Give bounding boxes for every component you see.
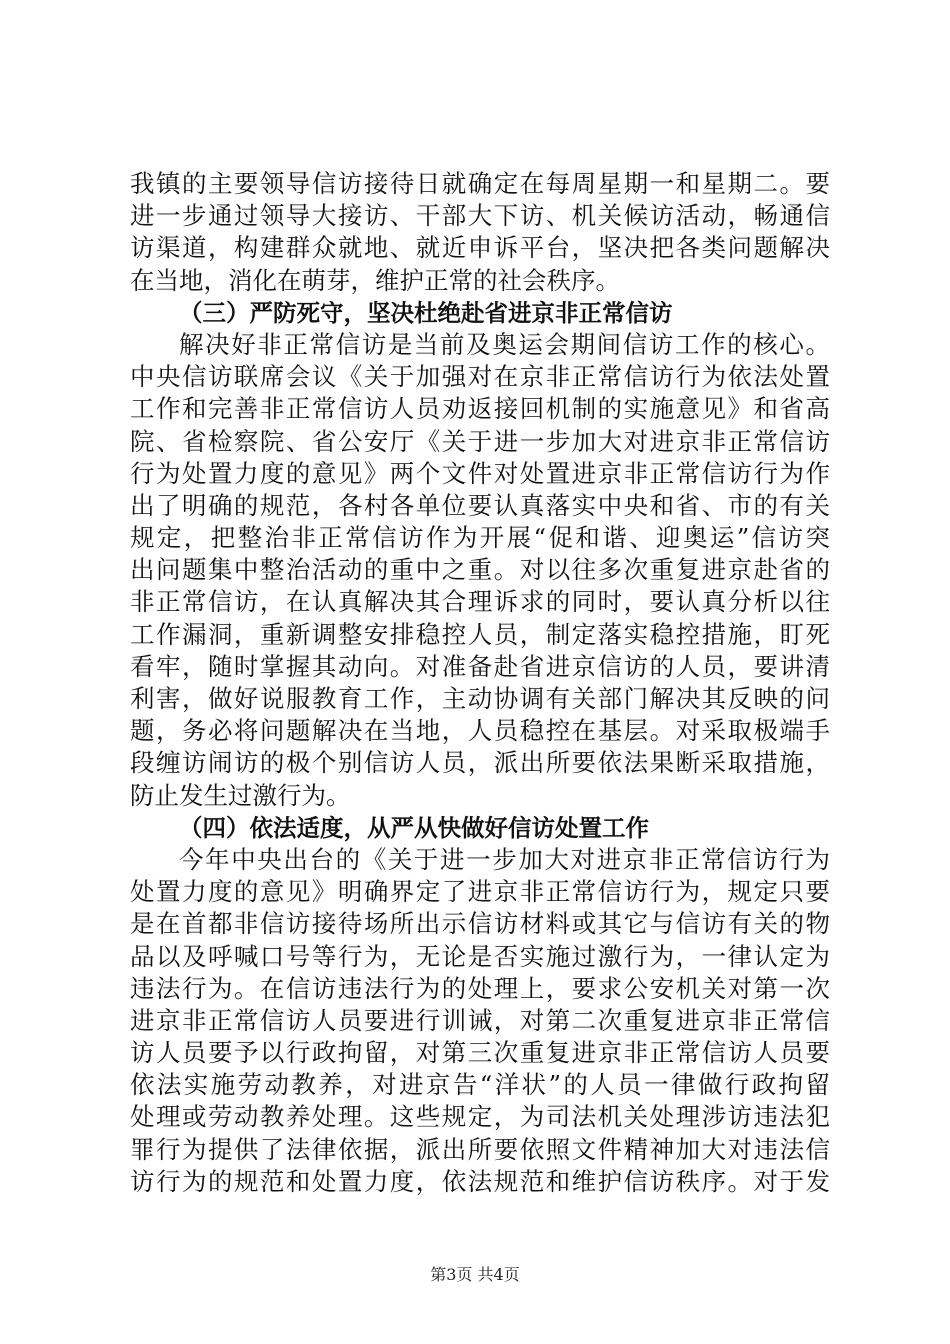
paragraph-line: 规定，把整治非正常信访作为开展“促和谐、迎奥运”信访突 bbox=[130, 523, 830, 553]
paragraph-line: 违法行为。在信访违法行为的处理上，要求公安机关对第一次 bbox=[130, 973, 830, 1003]
paragraph-line: 非正常信访，在认真解决其合理诉求的同时，要认真分析以往 bbox=[130, 587, 830, 617]
section-heading: （四）依法适度，从严从快做好信访处置工作 bbox=[179, 813, 649, 842]
paragraph-line: 我镇的主要领导信访接待日就确定在每周星期一和星期二。要 bbox=[130, 169, 830, 198]
paragraph-line: 院、省检察院、省公安厅《关于进一步加大对进京非正常信访 bbox=[130, 426, 830, 456]
paragraph-line: 处理或劳动教养处理。这些规定，为司法机关处理涉访违法犯 bbox=[130, 1102, 830, 1132]
page-footer: 第3页 共4页 bbox=[430, 1265, 520, 1284]
paragraph-line: 是在首都非信访接待场所出示信访材料或其它与信访有关的物 bbox=[130, 909, 830, 939]
paragraph-line: 处置力度的意见》明确界定了进京非正常信访行为，规定只要 bbox=[130, 877, 830, 907]
paragraph-line: 访人员要予以行政拘留，对第三次重复进京非正常信访人员要 bbox=[130, 1038, 830, 1068]
paragraph-line: 利害，做好说服教育工作，主动协调有关部门解决其反映的问 bbox=[130, 684, 830, 713]
paragraph-first-line: 解决好非正常信访是当前及奥运会期间信访工作的核心。 bbox=[179, 329, 830, 359]
paragraph-line: 罪行为提供了法律依据，派出所要依照文件精神加大对违法信 bbox=[130, 1134, 830, 1164]
paragraph-line: 出问题集中整治活动的重中之重。对以往多次重复进京赴省的 bbox=[130, 555, 830, 585]
paragraph-line: 品以及呼喊口号等行为，无论是否实施过激行为，一律认定为 bbox=[130, 941, 830, 971]
paragraph-line: 访行为的规范和处置力度，依法规范和维护信访秩序。对于发 bbox=[130, 1166, 830, 1196]
paragraph-line: 工作和完善非正常信访人员劝返接回机制的实施意见》和省高 bbox=[130, 394, 830, 424]
paragraph-line: 进京非正常信访人员要进行训诫，对第二次重复进京非正常信 bbox=[130, 1005, 830, 1035]
paragraph-line: 中央信访联席会议《关于加强对在京非正常信访行为依法处置 bbox=[130, 362, 830, 392]
paragraph-line: 看牢，随时掌握其动向。对准备赴省进京信访的人员，要讲清 bbox=[130, 651, 830, 681]
section-heading: （三）严防死守，坚决杜绝赴省进京非正常信访 bbox=[179, 298, 673, 327]
paragraph-line: 访渠道，构建群众就地、就近申诉平台，坚决把各类问题解决 bbox=[130, 233, 830, 263]
paragraph-line: 依法实施劳动教养，对进京告“洋状”的人员一律做行政拘留 bbox=[130, 1070, 830, 1100]
paragraph-line: 进一步通过领导大接访、干部大下访、机关候访活动，畅通信 bbox=[130, 201, 830, 231]
paragraph-line: 段缠访闹访的极个别信访人员，派出所要依法果断采取措施， bbox=[130, 748, 830, 778]
paragraph-line: 题，务必将问题解决在当地，人员稳控在基层。对采取极端手 bbox=[130, 716, 830, 746]
paragraph-line: 工作漏洞，重新调整安排稳控人员，制定落实稳控措施，盯死 bbox=[130, 619, 830, 649]
paragraph-line: 出了明确的规范，各村各单位要认真落实中央和省、市的有关 bbox=[130, 490, 830, 520]
document-body bbox=[130, 168, 830, 1198]
paragraph-line: 行为处置力度的意见》两个文件对处置进京非正常信访行为作 bbox=[130, 458, 830, 488]
paragraph-last-line: 防止发生过激行为。 bbox=[130, 780, 351, 810]
paragraph-last-line: 在当地，消化在萌芽，维护正常的社会秩序。 bbox=[130, 265, 620, 295]
paragraph-first-line: 今年中央出台的《关于进一步加大对进京非正常信访行为 bbox=[179, 844, 830, 874]
